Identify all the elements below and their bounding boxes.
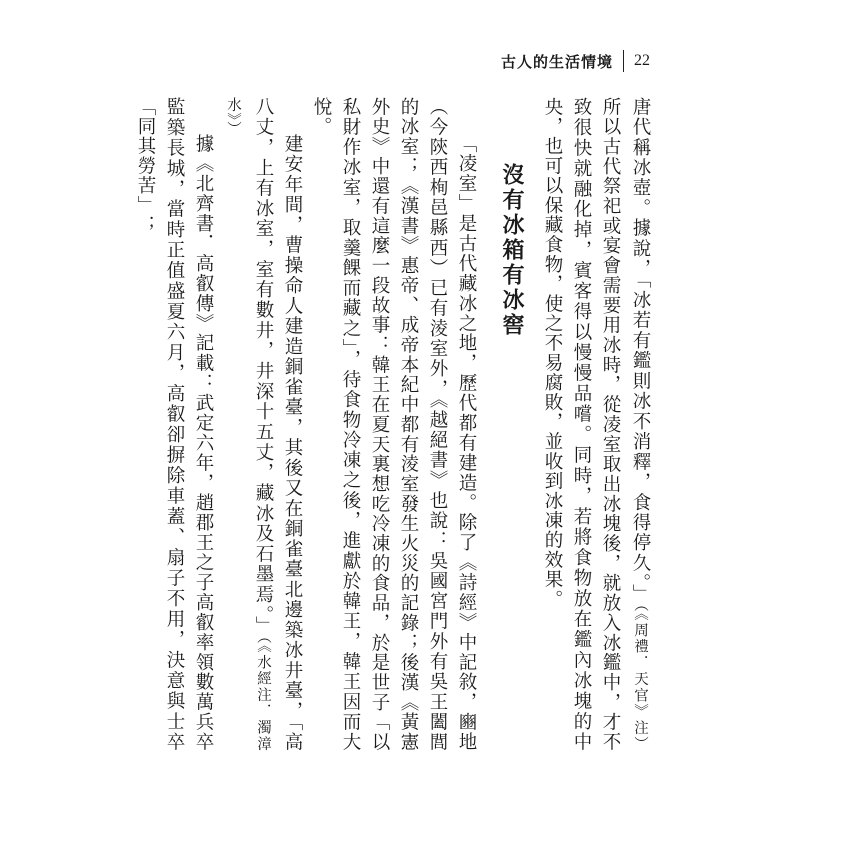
page-number: 22 [634,52,650,69]
section-heading: 沒有冰箱有冰窖 [499,163,525,338]
header-divider [623,50,624,72]
running-header [501,50,650,72]
paragraph-4: 據《北齊書．高叡傳》記載：武定六年，趙郡王之子高叡率領數萬兵卒監築長城，當時正值盛夏六月，高叡卻摒除車蓋、扇子不用，決意與士卒「同其勞苦」； [135,97,214,752]
paragraph-3-text: 建安年間，曹操命人建造銅雀臺，其後又在銅雀臺北邊築冰井臺，「高八丈，上有冰室，室有數井，井深十五丈，藏冰及石墨焉。」 [253,97,303,752]
paragraph-1 [538,97,655,752]
paragraph-1-citation: （《周禮．天官》注） [632,604,648,753]
running-header-title: 古人的生活情境 [500,52,613,71]
paragraph-3-citation: （《水經注．濁漳水》） [225,97,271,752]
paragraph-1-rest: 所以古代祭祀或宴會需要用冰時，從凌室取出冰塊後，就放入冰鑑中，才不致很快就融化掉，賓客得以慢慢品嚐。同時，若將食物放在鑑內冰塊的中央，也可以保藏食物，使之不易腐敗，並收到冰凍的效果。 [542,97,621,752]
vertical-body-text [135,97,655,753]
paragraph-1-text: 唐代稱冰壺。據說，「冰若有鑑則冰不消釋，食得停久。」 [630,97,651,605]
paragraph-3 [218,97,307,752]
paragraph-2: 「凌室」是古代藏冰之地，歷代都有建造。除了《詩經》中記敘，豳地（今陝西栒邑縣西）已有淩室外，《越絕書》也說：吳國宮門外有吳王闔閭的冰室；《漢書》惠帝、成帝本紀中都有淩室發生火災的記錄；後漢《黃憲外史》中還有這麼一段故事：韓王在夏天裏想吃冷凍的食品，於是世子「以私財作冰室，取羹餜而藏之」，待食物冷凍之後，進獻於韓王，韓王因而大悅。 [311,97,477,752]
